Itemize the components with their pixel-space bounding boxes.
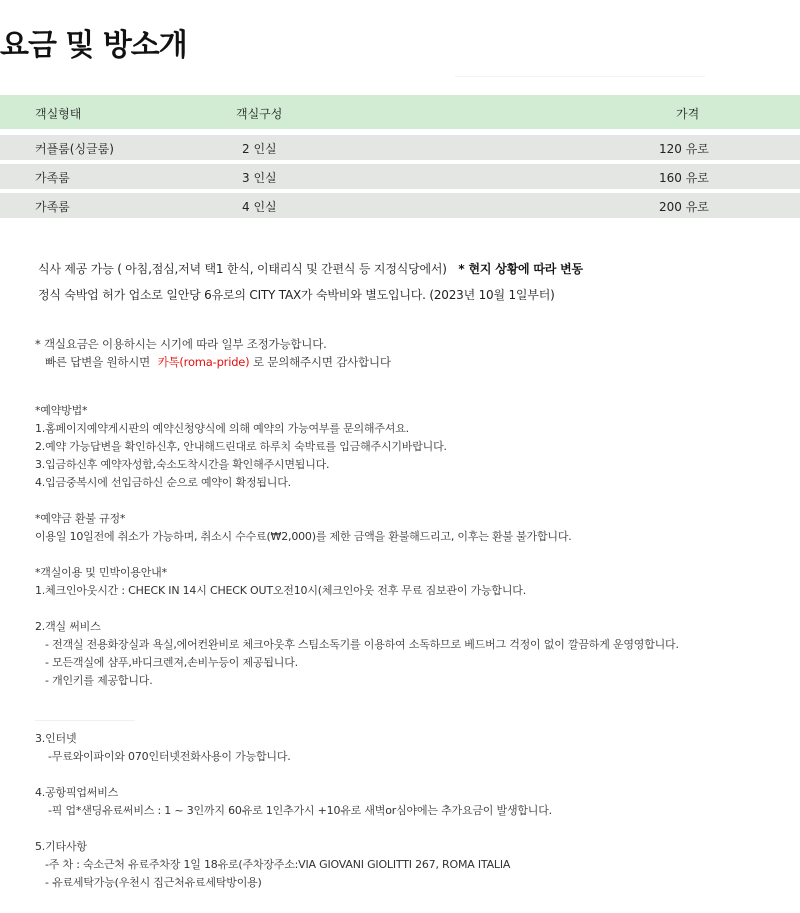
room-service-heading: 2.객실 써비스 xyxy=(35,620,101,633)
pickup-text: -픽 업*샌딩유료써비스 : 1 ~ 3인까지 60유로 1인추가시 +10유로 새벽or심야에는 추가요금이 발생합니다. xyxy=(48,804,552,817)
room-type: 가족룸 xyxy=(35,200,70,214)
room-price: 160 유로 xyxy=(659,171,709,185)
pickup-heading: 4.공항픽업써비스 xyxy=(35,786,119,799)
table-row xyxy=(0,135,800,160)
room-service-item: - 전객실 전용화장실과 욕실,에어컨완비로 체크아웃후 스팀소독기를 이용하여 소독하므로 베드버그 걱정이 없이 깔끔하게 운영영합니다. xyxy=(45,638,679,651)
room-composition: 3 인실 xyxy=(242,171,277,185)
parking-text: -주 차 : 숙소근처 유료주차장 1일 18유로(주차장주소:VIA GIOVANI GIOLITTI 267, ROMA ITALIA xyxy=(45,858,511,871)
other-heading: 5.기타사항 xyxy=(35,840,87,853)
meal-note-emphasis: * 현지 상황에 따라 변동 xyxy=(458,262,583,276)
room-price-table xyxy=(0,95,800,222)
reservation-step: 2.예약 가능답변을 확인하신후, 안내해드린대로 하루치 숙박료를 입금해주시기바랍니다. xyxy=(35,440,447,453)
kakao-contact: 카톡(roma-pride) xyxy=(157,355,250,369)
reservation-step: 1.홈페이지예약게시판의 예약신청양식에 의해 예약의 가능여부를 문의해주셔요. xyxy=(35,422,409,435)
page-title: 요금 및 방소개 xyxy=(0,28,187,63)
checkin-time: 1.체크인아웃시간 : CHECK IN 14시 CHECK OUT오전10시(체크인아웃 전후 무료 짐보관이 가능합니다. xyxy=(35,584,526,597)
city-tax-note: 정식 숙박업 허가 업소로 일안당 6유로의 CITY TAX가 숙박비와 별도입니다. (2023년 10월 1일부터) xyxy=(38,288,555,302)
refund-text: 이용일 10일전에 취소가 가능하며, 취소시 수수료(₩2,000)를 제한 금액을 환불해드리고, 이후는 환불 불가합니다. xyxy=(35,530,572,543)
table-header-row xyxy=(0,95,800,129)
reservation-step: 3.입금하신후 예약자성함,숙소도착시간을 확인해주시면됩니다. xyxy=(35,458,330,471)
reservation-heading: *예약방법* xyxy=(35,404,88,417)
room-type: 커플룸(싱글룸) xyxy=(35,142,114,156)
laundry-text: - 유료세탁가능(우천시 집근처유료세탁방이용) xyxy=(45,876,262,889)
room-price: 200 유로 xyxy=(659,200,709,214)
section-divider xyxy=(35,720,135,721)
room-service-item: - 모든객실에 샴푸,바디크렌져,손비누등이 제공됩니다. xyxy=(45,656,298,669)
header-room-type: 객실형태 xyxy=(35,107,82,121)
internet-heading: 3.인터넷 xyxy=(35,732,77,745)
room-service-item: - 개인키를 제공합니다. xyxy=(45,674,153,687)
room-composition: 4 인실 xyxy=(242,200,277,214)
contact-note xyxy=(45,354,391,370)
reservation-step: 4.입금중복시에 선입금하신 순으로 예약이 확정됩니다. xyxy=(35,476,291,489)
title-divider xyxy=(455,76,705,77)
room-price: 120 유로 xyxy=(659,142,709,156)
contact-note-prefix: 빠른 답변을 원하시면 xyxy=(45,355,151,369)
table-row xyxy=(0,164,800,189)
header-price: 가격 xyxy=(676,107,700,121)
table-row xyxy=(0,193,800,218)
meal-note xyxy=(38,260,583,277)
pricing-note: * 객실요금은 이용하시는 시기에 따라 일부 조정가능합니다. xyxy=(35,337,327,351)
room-composition: 2 인실 xyxy=(242,142,277,156)
room-type: 가족룸 xyxy=(35,171,70,185)
internet-text: -무료와이파이와 070인터넷전화사용이 가능합니다. xyxy=(48,750,291,763)
header-room-composition: 객실구성 xyxy=(236,107,283,121)
meal-note-text: 식사 제공 가능 ( 아침,점심,저녁 택1 한식, 이태리식 및 간편식 등 지정식당에서) xyxy=(38,262,447,276)
usage-heading: *객실이용 및 민박이용안내* xyxy=(35,566,167,579)
refund-heading: *예약금 환불 규정* xyxy=(35,512,126,525)
contact-note-suffix: 로 문의해주시면 감사합니다 xyxy=(252,355,391,369)
